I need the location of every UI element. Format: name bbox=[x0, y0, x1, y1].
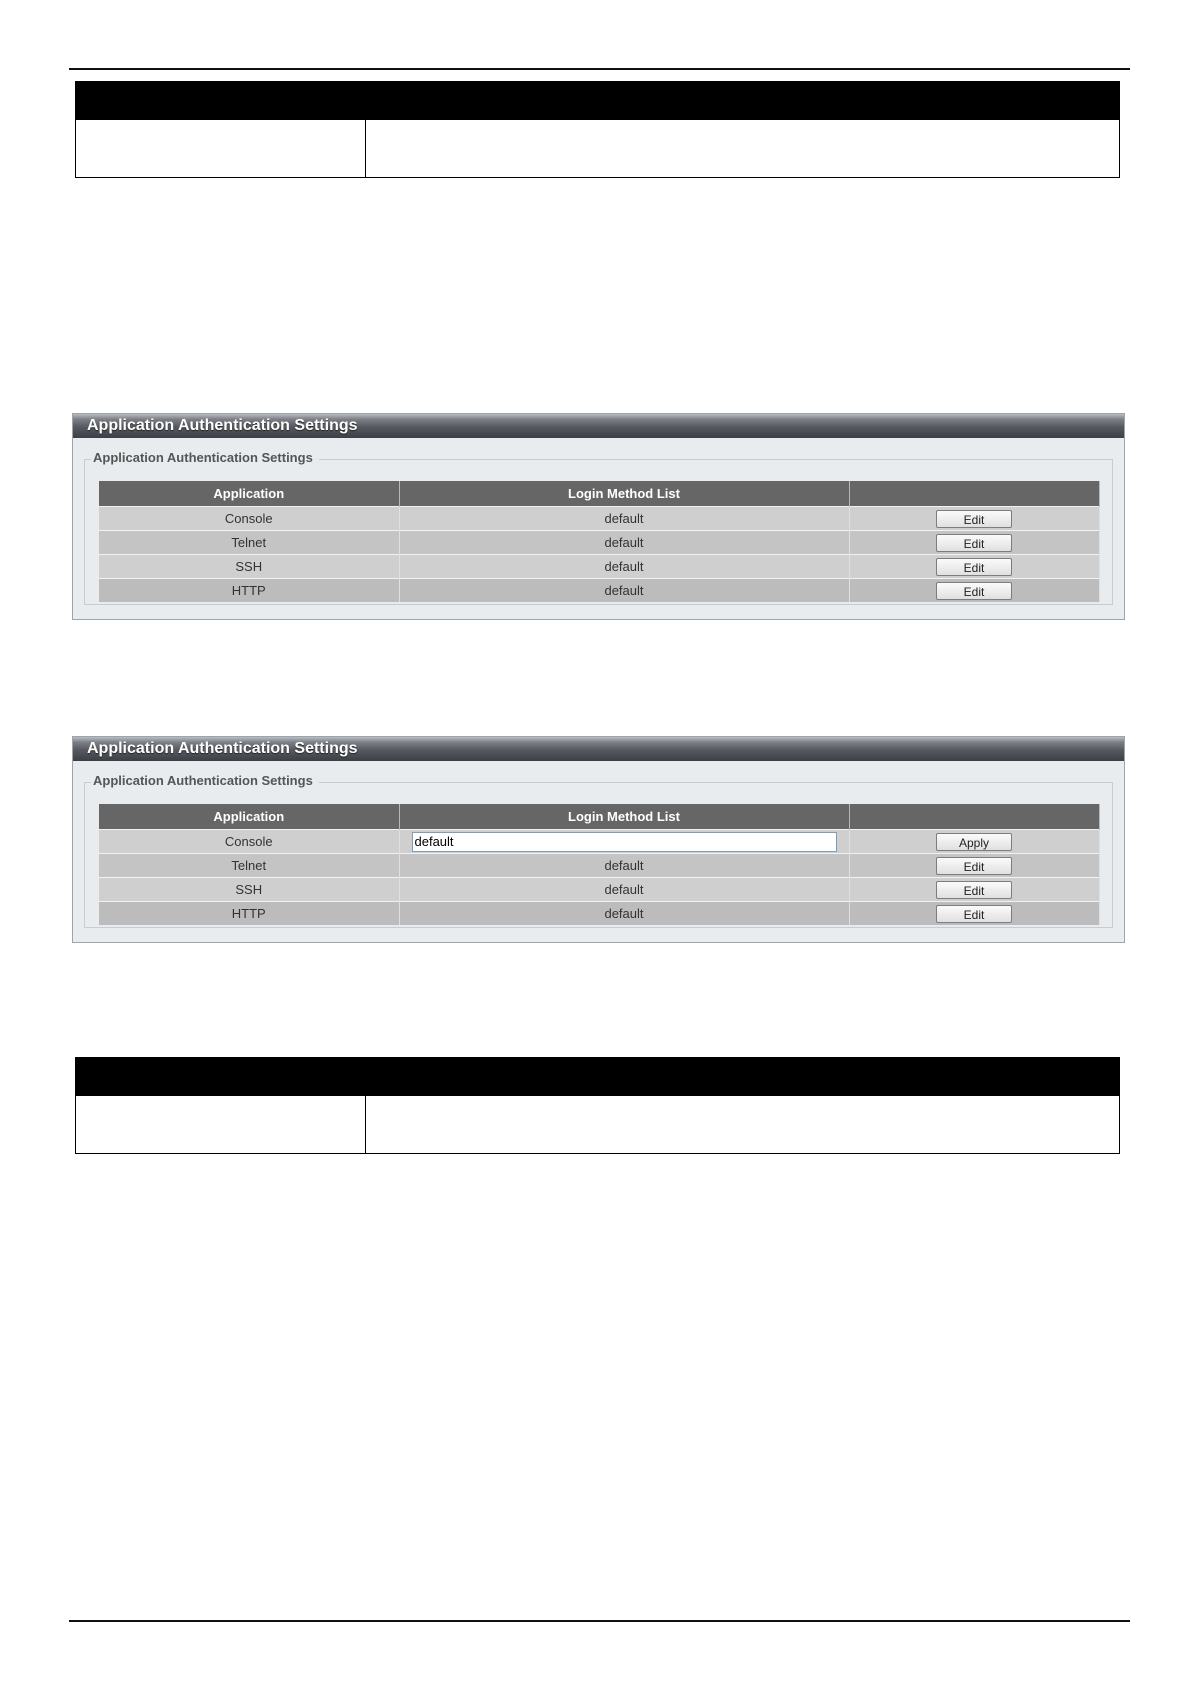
login-method-cell: default bbox=[399, 854, 849, 878]
table-row bbox=[99, 531, 1099, 555]
edit-button[interactable]: Edit bbox=[936, 905, 1012, 923]
parameter-table-header bbox=[76, 82, 366, 120]
login-method-cell bbox=[399, 830, 849, 854]
description-table-header bbox=[366, 1058, 1120, 1096]
edit-button[interactable]: Edit bbox=[936, 534, 1012, 552]
application-authentication-panel bbox=[72, 413, 1125, 620]
fieldset-legend: Application Authentication Settings bbox=[91, 773, 319, 788]
header-rule bbox=[69, 68, 1130, 70]
edit-button[interactable]: Edit bbox=[936, 510, 1012, 528]
table-row bbox=[99, 507, 1099, 531]
login-method-cell: default bbox=[399, 555, 849, 579]
application-cell: Telnet bbox=[99, 531, 399, 555]
description-cell bbox=[366, 120, 1120, 178]
table-header-row bbox=[99, 804, 1099, 830]
parameter-table-header bbox=[76, 1058, 366, 1096]
table-row bbox=[99, 854, 1099, 878]
application-table bbox=[99, 804, 1100, 925]
column-header-action bbox=[849, 804, 1099, 830]
column-header-application: Application bbox=[99, 481, 399, 507]
column-header-action bbox=[849, 481, 1099, 507]
login-method-cell: default bbox=[399, 507, 849, 531]
edit-button[interactable]: Edit bbox=[936, 881, 1012, 899]
table-row bbox=[99, 878, 1099, 902]
login-method-cell: default bbox=[399, 878, 849, 902]
column-header-application: Application bbox=[99, 804, 399, 830]
application-cell: SSH bbox=[99, 555, 399, 579]
footer-rule bbox=[69, 1620, 1130, 1622]
action-cell bbox=[849, 830, 1099, 854]
table-header-row bbox=[99, 481, 1099, 507]
parameter-cell bbox=[76, 120, 366, 178]
edit-button[interactable]: Edit bbox=[936, 558, 1012, 576]
parameter-table-top bbox=[75, 81, 1120, 178]
application-cell: HTTP bbox=[99, 579, 399, 603]
settings-fieldset bbox=[84, 773, 1113, 928]
login-method-cell: default bbox=[399, 579, 849, 603]
parameter-cell bbox=[76, 1096, 366, 1154]
table-row bbox=[99, 579, 1099, 603]
login-method-cell: default bbox=[399, 902, 849, 926]
application-cell: Console bbox=[99, 507, 399, 531]
settings-fieldset bbox=[84, 450, 1113, 605]
action-cell bbox=[849, 878, 1099, 902]
application-authentication-panel-edit bbox=[72, 736, 1125, 943]
table-row bbox=[99, 830, 1099, 854]
application-table bbox=[99, 481, 1100, 602]
fieldset-legend: Application Authentication Settings bbox=[91, 450, 319, 465]
panel-title: Application Authentication Settings bbox=[73, 414, 1124, 438]
table-row bbox=[99, 902, 1099, 926]
application-cell: SSH bbox=[99, 878, 399, 902]
edit-button[interactable]: Edit bbox=[936, 857, 1012, 875]
action-cell bbox=[849, 902, 1099, 926]
parameter-table-bottom bbox=[75, 1057, 1120, 1154]
action-cell bbox=[849, 507, 1099, 531]
application-cell: Console bbox=[99, 830, 399, 854]
login-method-input[interactable] bbox=[412, 832, 837, 852]
edit-button[interactable]: Edit bbox=[936, 582, 1012, 600]
description-table-header bbox=[366, 82, 1120, 120]
action-cell bbox=[849, 854, 1099, 878]
login-method-cell: default bbox=[399, 531, 849, 555]
apply-button[interactable]: Apply bbox=[936, 833, 1012, 851]
column-header-login-method-list: Login Method List bbox=[399, 804, 849, 830]
action-cell bbox=[849, 555, 1099, 579]
description-cell bbox=[366, 1096, 1120, 1154]
column-header-login-method-list: Login Method List bbox=[399, 481, 849, 507]
table-row bbox=[99, 555, 1099, 579]
panel-title: Application Authentication Settings bbox=[73, 737, 1124, 761]
application-cell: Telnet bbox=[99, 854, 399, 878]
action-cell bbox=[849, 579, 1099, 603]
application-cell: HTTP bbox=[99, 902, 399, 926]
action-cell bbox=[849, 531, 1099, 555]
